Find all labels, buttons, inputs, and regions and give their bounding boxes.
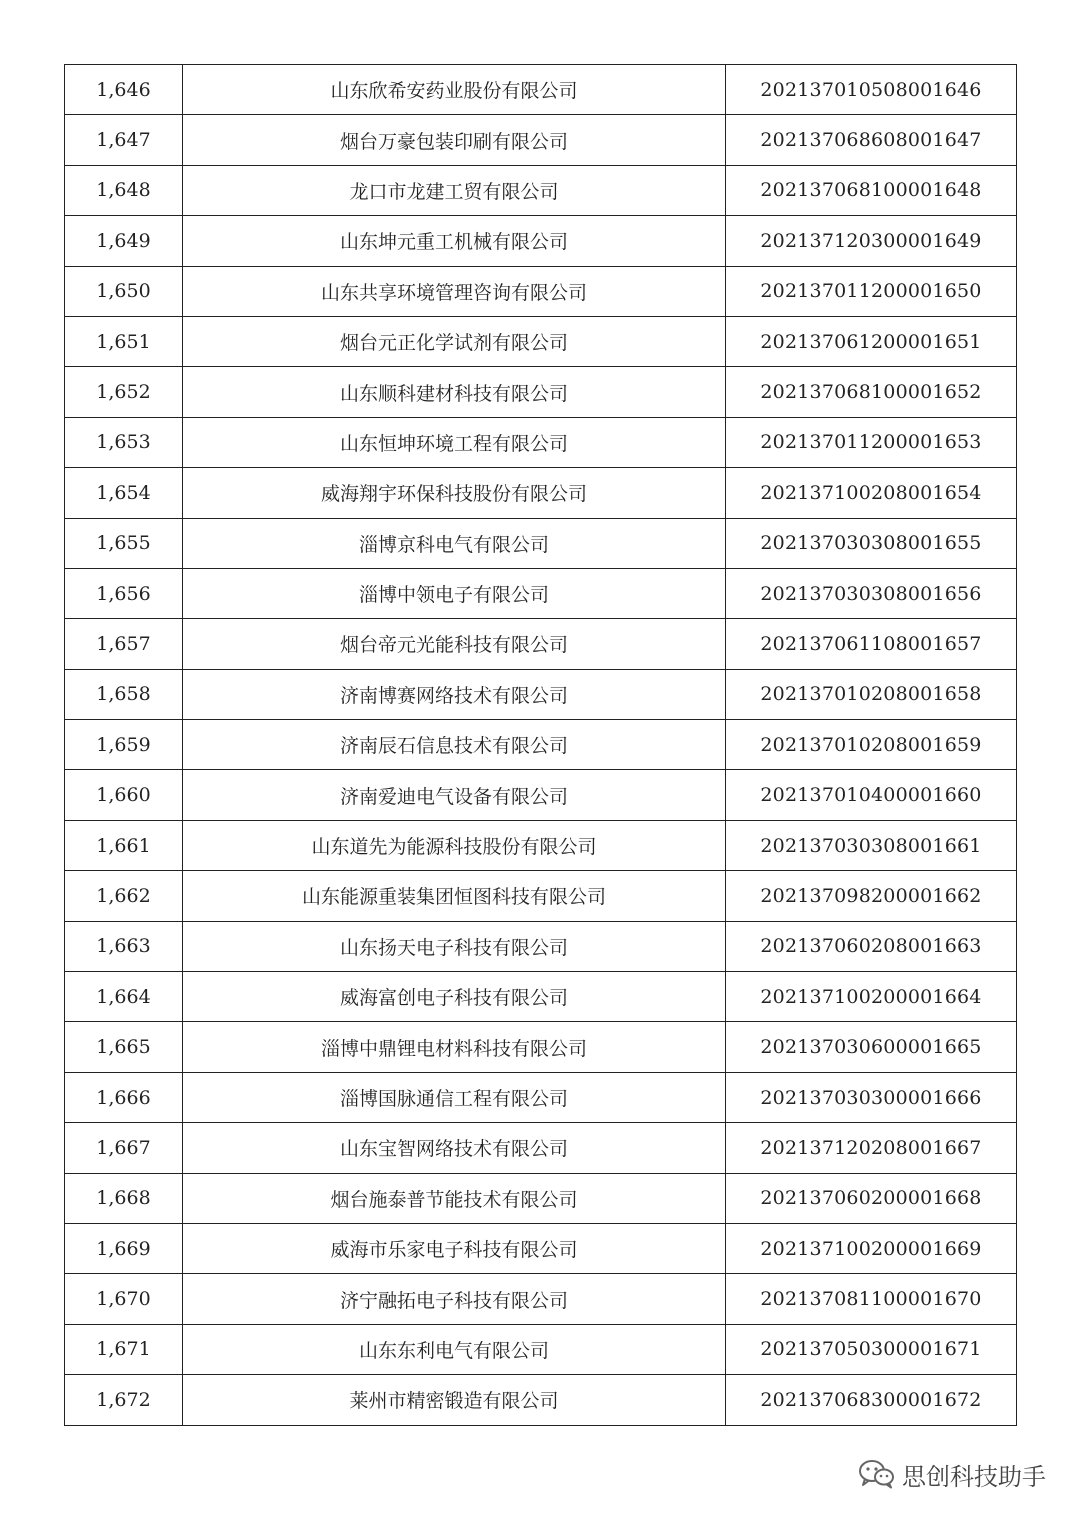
table-row	[65, 720, 1017, 770]
company-name: 山东宝智网络技术有限公司	[183, 1123, 726, 1173]
registration-code: 202137030308001656	[726, 568, 1017, 618]
table-body	[65, 65, 1017, 1426]
row-number: 1,654	[65, 468, 183, 518]
company-name: 山东恒坤环境工程有限公司	[183, 417, 726, 467]
company-name: 山东东利电气有限公司	[183, 1324, 726, 1374]
row-number: 1,652	[65, 367, 183, 417]
registration-code: 202137030600001665	[726, 1022, 1017, 1072]
company-name: 淄博中鼎锂电材料科技有限公司	[183, 1022, 726, 1072]
registration-code: 202137060200001668	[726, 1173, 1017, 1223]
row-number: 1,667	[65, 1123, 183, 1173]
row-number: 1,656	[65, 568, 183, 618]
watermark-text: 思创科技助手	[902, 1462, 1046, 1491]
company-name: 烟台施泰普节能技术有限公司	[183, 1173, 726, 1223]
table-row	[65, 1123, 1017, 1173]
table-row	[65, 518, 1017, 568]
row-number: 1,658	[65, 669, 183, 719]
row-number: 1,657	[65, 619, 183, 669]
row-number: 1,650	[65, 266, 183, 316]
table-row	[65, 165, 1017, 215]
table-row	[65, 1223, 1017, 1273]
row-number: 1,669	[65, 1223, 183, 1273]
company-name: 威海市乐家电子科技有限公司	[183, 1223, 726, 1273]
row-number: 1,649	[65, 216, 183, 266]
table-row	[65, 367, 1017, 417]
table-row	[65, 1324, 1017, 1374]
registration-code: 202137030308001661	[726, 820, 1017, 870]
registration-code: 202137081100001670	[726, 1274, 1017, 1324]
company-name: 济南辰石信息技术有限公司	[183, 720, 726, 770]
registration-code: 202137010208001659	[726, 720, 1017, 770]
company-name: 威海富创电子科技有限公司	[183, 972, 726, 1022]
table-row	[65, 115, 1017, 165]
company-name: 淄博中领电子有限公司	[183, 568, 726, 618]
watermark	[858, 1454, 1046, 1494]
table-row	[65, 316, 1017, 366]
row-number: 1,651	[65, 316, 183, 366]
table-row	[65, 468, 1017, 518]
registration-code: 202137010208001658	[726, 669, 1017, 719]
registration-code: 202137068300001672	[726, 1375, 1017, 1425]
table-row	[65, 921, 1017, 971]
table-row	[65, 619, 1017, 669]
row-number: 1,646	[65, 65, 183, 115]
row-number: 1,662	[65, 871, 183, 921]
registration-table	[64, 64, 1017, 1426]
row-number: 1,668	[65, 1173, 183, 1223]
row-number: 1,663	[65, 921, 183, 971]
company-name: 山东共享环境管理咨询有限公司	[183, 266, 726, 316]
row-number: 1,670	[65, 1274, 183, 1324]
registration-code: 202137030308001655	[726, 518, 1017, 568]
table-row	[65, 568, 1017, 618]
registration-code: 202137068100001648	[726, 165, 1017, 215]
registration-code: 202137010400001660	[726, 770, 1017, 820]
table-row	[65, 1375, 1017, 1425]
company-name: 淄博国脉通信工程有限公司	[183, 1072, 726, 1122]
registration-code: 202137061200001651	[726, 316, 1017, 366]
company-name: 山东顺科建材科技有限公司	[183, 367, 726, 417]
row-number: 1,661	[65, 820, 183, 870]
row-number: 1,647	[65, 115, 183, 165]
company-name: 烟台帝元光能科技有限公司	[183, 619, 726, 669]
company-name: 济南博赛网络技术有限公司	[183, 669, 726, 719]
registration-code: 202137030300001666	[726, 1072, 1017, 1122]
table-row	[65, 820, 1017, 870]
table-row	[65, 669, 1017, 719]
registration-code: 202137011200001650	[726, 266, 1017, 316]
company-name: 烟台元正化学试剂有限公司	[183, 316, 726, 366]
wechat-icon	[858, 1458, 896, 1490]
registration-code: 202137100208001654	[726, 468, 1017, 518]
company-name: 山东扬天电子科技有限公司	[183, 921, 726, 971]
row-number: 1,653	[65, 417, 183, 467]
registration-code: 202137011200001653	[726, 417, 1017, 467]
row-number: 1,671	[65, 1324, 183, 1374]
row-number: 1,665	[65, 1022, 183, 1072]
row-number: 1,655	[65, 518, 183, 568]
row-number: 1,659	[65, 720, 183, 770]
company-name: 山东道先为能源科技股份有限公司	[183, 820, 726, 870]
table-row	[65, 266, 1017, 316]
company-name: 淄博京科电气有限公司	[183, 518, 726, 568]
registration-code: 202137068100001652	[726, 367, 1017, 417]
company-name: 济宁融拓电子科技有限公司	[183, 1274, 726, 1324]
row-number: 1,664	[65, 972, 183, 1022]
company-name: 威海翔宇环保科技股份有限公司	[183, 468, 726, 518]
registration-code: 202137100200001669	[726, 1223, 1017, 1273]
company-name: 莱州市精密锻造有限公司	[183, 1375, 726, 1425]
table-row	[65, 1072, 1017, 1122]
registration-code: 202137060208001663	[726, 921, 1017, 971]
company-name: 山东坤元重工机械有限公司	[183, 216, 726, 266]
table-row	[65, 1022, 1017, 1072]
row-number: 1,672	[65, 1375, 183, 1425]
company-name: 山东能源重装集团恒图科技有限公司	[183, 871, 726, 921]
table-row	[65, 216, 1017, 266]
registration-code: 202137100200001664	[726, 972, 1017, 1022]
registration-code: 202137120300001649	[726, 216, 1017, 266]
table-row	[65, 65, 1017, 115]
company-name: 济南爱迪电气设备有限公司	[183, 770, 726, 820]
registration-code: 202137098200001662	[726, 871, 1017, 921]
row-number: 1,660	[65, 770, 183, 820]
row-number: 1,648	[65, 165, 183, 215]
registration-code: 202137010508001646	[726, 65, 1017, 115]
row-number: 1,666	[65, 1072, 183, 1122]
table-row	[65, 871, 1017, 921]
table-row	[65, 1173, 1017, 1223]
table-row	[65, 1274, 1017, 1324]
company-name: 龙口市龙建工贸有限公司	[183, 165, 726, 215]
registration-code: 202137120208001667	[726, 1123, 1017, 1173]
table-row	[65, 972, 1017, 1022]
registration-code: 202137068608001647	[726, 115, 1017, 165]
company-name: 烟台万豪包装印刷有限公司	[183, 115, 726, 165]
table-row	[65, 417, 1017, 467]
registration-code: 202137050300001671	[726, 1324, 1017, 1374]
table-row	[65, 770, 1017, 820]
company-name: 山东欣希安药业股份有限公司	[183, 65, 726, 115]
registration-code: 202137061108001657	[726, 619, 1017, 669]
